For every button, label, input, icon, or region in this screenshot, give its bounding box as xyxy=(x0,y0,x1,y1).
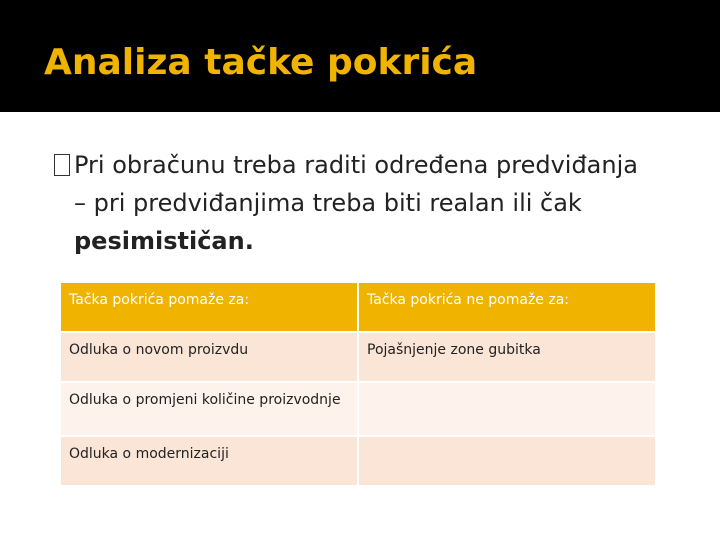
bullet-box-icon xyxy=(54,154,70,176)
table-cell: Odluka o promjeni količine proizvodnje xyxy=(60,382,358,436)
bullet-text xyxy=(56,146,656,260)
table-cell: Odluka o modernizaciji xyxy=(60,436,358,486)
table-row xyxy=(60,382,656,436)
slide-title: Analiza tačke pokrića xyxy=(44,42,478,83)
table-row xyxy=(60,332,656,382)
table-cell: Odluka o novom proizvdu xyxy=(60,332,358,382)
table-cell xyxy=(358,382,656,436)
table-row xyxy=(60,436,656,486)
table-cell: Pojašnjenje zone gubitka xyxy=(358,332,656,382)
title-bar xyxy=(0,0,720,112)
bullet-text-bold: pesimističan. xyxy=(74,227,254,255)
bullet-text-regular: Pri obračunu treba raditi određena predviđanja – pri predviđanjima treba biti realan ili čak xyxy=(74,151,638,217)
table-header-cell: Tačka pokrića ne pomaže za: xyxy=(358,282,656,332)
table-header-cell: Tačka pokrića pomaže za: xyxy=(60,282,358,332)
bullet-paragraph xyxy=(56,146,656,260)
table-header-row xyxy=(60,282,656,332)
table-cell xyxy=(358,436,656,486)
break-even-table xyxy=(59,281,657,487)
